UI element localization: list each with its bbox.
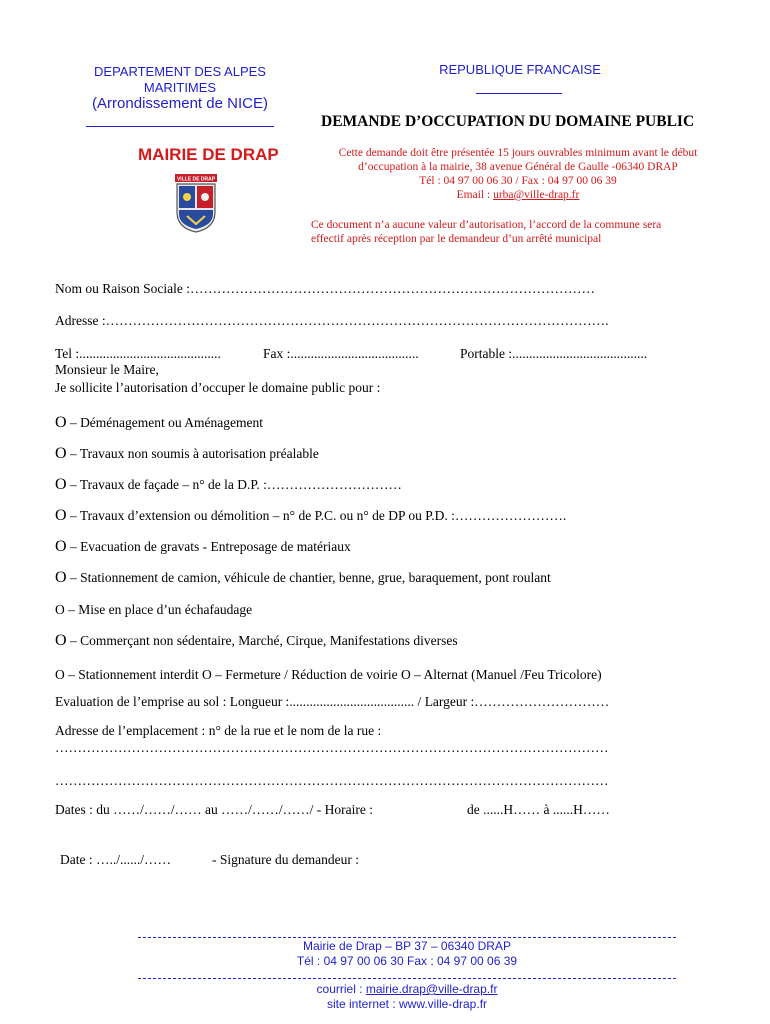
horaire-field[interactable]: de ......H…… à ......H…… <box>467 802 610 817</box>
option-marker[interactable]: O <box>55 414 67 431</box>
option-evacuation[interactable] <box>55 538 351 556</box>
option-travaux-facade[interactable] <box>55 476 402 494</box>
option-label: – Travaux non soumis à autorisation préalable <box>69 446 319 461</box>
notice-line-2: d’occupation à la mairie, 38 avenue Général de Gaulle -06340 DRAP <box>358 161 678 173</box>
footer-site[interactable]: site internet : www.ville-drap.fr <box>326 997 488 1011</box>
fax-field[interactable]: Fax :...................................... <box>263 346 419 361</box>
option-echafaudage[interactable]: O – Mise en place d’un échafaudage <box>55 602 253 617</box>
adresse-emplacement-line-2[interactable]: …………………………………………………………………………………………………………… <box>55 773 609 788</box>
notice-block <box>306 146 730 202</box>
option-marker[interactable]: O <box>55 476 67 493</box>
option-label: – Déménagement ou Aménagement <box>69 415 263 430</box>
date-field[interactable]: Date : …../....../…… <box>60 852 171 867</box>
crest-text: VILLE DE DRAP <box>176 176 216 183</box>
salutation: Monsieur le Maire, <box>55 362 159 377</box>
courriel-label: courriel : <box>316 982 366 996</box>
republique-label: REPUBLIQUE FRANCAISE <box>439 62 601 77</box>
option-marker[interactable]: O <box>55 632 67 649</box>
footer-courriel-line <box>138 982 676 997</box>
adresse-emplacement-label: Adresse de l’emplacement : n° de la rue et le nom de la rue : <box>55 723 382 738</box>
option-marker[interactable]: O <box>55 445 67 462</box>
warning-line-1: Ce document n’a aucune valeur d’autorisation, l’accord de la commune sera <box>311 219 662 231</box>
request-sentence: Je sollicite l’autorisation d’occuper le domaine public pour : <box>55 380 381 395</box>
town-crest-icon <box>173 172 219 234</box>
footer-contact <box>138 982 676 1012</box>
footer-phone: Tél : 04 97 00 06 30 Fax : 04 97 00 06 39 <box>296 954 518 968</box>
option-commercant[interactable] <box>55 632 458 650</box>
republique-underline <box>476 93 562 94</box>
option-label: – Evacuation de gravats - Entreposage de matériaux <box>69 539 351 554</box>
arrondissement-label: (Arrondissement de NICE) <box>92 95 268 112</box>
notice-line-1: Cette demande doit être présentée 15 jours ouvrables minimum avant le début <box>338 147 698 159</box>
option-demenagement[interactable] <box>55 414 263 432</box>
option-label: – Travaux d’extension ou démolition – n° de P.C. ou n° de DP ou P.D. :……………………. <box>69 508 567 523</box>
emprise-field[interactable]: Evaluation de l’emprise au sol : Longueur :..................................... / Largeur :………………………… <box>55 694 610 709</box>
option-stationnement-fermeture-alternat[interactable]: O – Stationnement interdit O – Fermeture / Réduction de voirie O – Alternat (Manuel /Feu Tricolore) <box>55 667 602 682</box>
form-title: DEMANDE D’OCCUPATION DU DOMAINE PUBLIC <box>321 113 695 130</box>
tel-field[interactable]: Tel :.......................................... <box>55 346 221 361</box>
mairie-title: MAIRIE DE DRAP <box>138 145 279 164</box>
warning-block <box>311 218 741 246</box>
header-left-block <box>60 64 300 112</box>
option-marker[interactable]: O <box>55 569 67 586</box>
notice-email-line <box>306 188 730 202</box>
option-stationnement-camion[interactable] <box>55 569 551 587</box>
option-label: – Commerçant non sédentaire, Marché, Cirque, Manifestations diverses <box>69 633 458 648</box>
dates-field[interactable]: Dates : du ……/……/…… au ……/……/……/ - Horaire : <box>55 802 373 817</box>
footer-divider-top <box>138 937 676 938</box>
department-label-2: MARITIMES <box>143 80 217 95</box>
option-label: – Travaux de façade – n° de la D.P. :………………………… <box>69 477 402 492</box>
warning-line-2: effectif après réception par le demandeur d’un arrêté municipal <box>311 233 602 245</box>
option-marker[interactable]: O <box>55 538 67 555</box>
option-label: – Stationnement de camion, véhicule de chantier, benne, grue, baraquement, pont roulant <box>69 570 551 585</box>
option-marker[interactable]: O <box>55 507 67 524</box>
portable-field[interactable]: Portable :........................................ <box>460 346 648 361</box>
email-link[interactable]: urba@ville-drap.fr <box>493 189 580 201</box>
department-label: DEPARTEMENT DES ALPES <box>94 64 266 79</box>
adresse-field[interactable]: Adresse :…………………………………………………………………………………………………. <box>55 313 609 328</box>
option-travaux-extension[interactable] <box>55 507 566 525</box>
option-travaux-non-soumis[interactable] <box>55 445 319 463</box>
footer-block <box>138 939 676 969</box>
notice-line-3: Tél : 04 97 00 06 30 / Fax : 04 97 00 06 39 <box>419 175 617 187</box>
nom-field[interactable]: Nom ou Raison Sociale :……………………………………………………………………………… <box>55 281 595 296</box>
courriel-link[interactable]: mairie.drap@ville-drap.fr <box>365 982 498 996</box>
adresse-emplacement-line-1[interactable]: …………………………………………………………………………………………………………… <box>55 740 609 755</box>
email-label: Email : <box>456 189 494 201</box>
signature-label: - Signature du demandeur : <box>212 852 359 867</box>
footer-divider-bottom <box>138 978 676 979</box>
footer-address: Mairie de Drap – BP 37 – 06340 DRAP <box>303 939 511 953</box>
header-left-underline <box>86 126 274 127</box>
